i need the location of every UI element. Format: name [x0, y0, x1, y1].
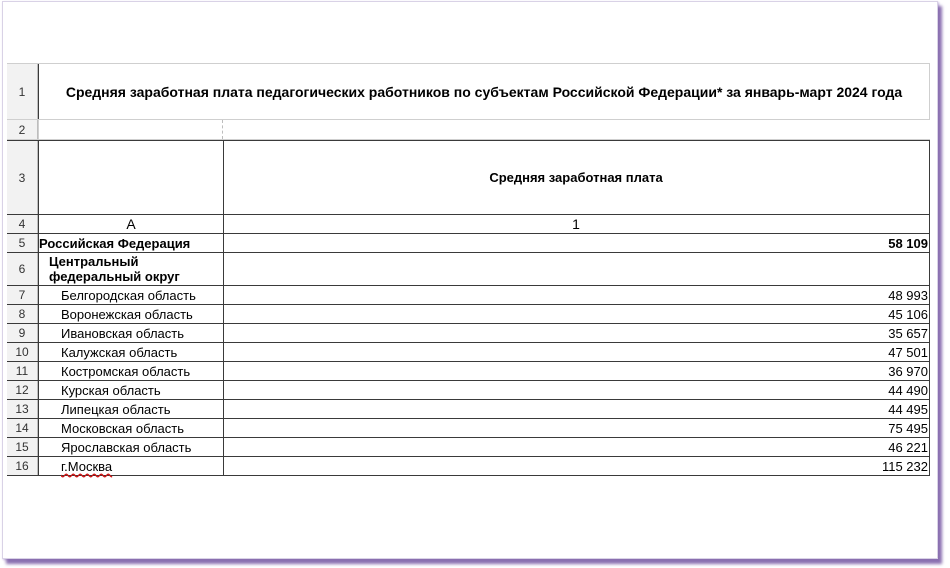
salary-value[interactable]: 44 490 [223, 381, 930, 399]
table-row [7, 419, 930, 438]
table-row [7, 362, 930, 381]
table-row [7, 215, 930, 234]
table-row [7, 120, 930, 140]
region-name[interactable]: Курская область [38, 381, 223, 399]
row-header[interactable]: 1 [7, 64, 38, 119]
row-header[interactable]: 4 [7, 215, 38, 233]
salary-value[interactable]: 36 970 [223, 362, 930, 380]
table-row [7, 457, 930, 476]
region-name[interactable] [38, 457, 223, 475]
salary-value[interactable]: 45 106 [223, 305, 930, 323]
region-name[interactable]: Белгородская область [38, 286, 223, 304]
region-name[interactable] [38, 253, 223, 285]
row-header[interactable]: 5 [7, 234, 38, 252]
table-row [7, 64, 930, 120]
region-name[interactable]: Российская Федерация [38, 234, 223, 252]
region-name[interactable]: Ивановская область [38, 324, 223, 342]
salary-value[interactable]: 58 109 [223, 234, 930, 252]
empty-cell[interactable] [38, 141, 223, 214]
table-row [7, 286, 930, 305]
salary-value[interactable]: 115 232 [223, 457, 930, 475]
row-header[interactable]: 14 [7, 419, 38, 437]
salary-value[interactable] [223, 253, 930, 285]
row-header[interactable]: 11 [7, 362, 38, 380]
table-title[interactable]: Средняя заработная плата педагогических работников по субъектам Российской Федерации* за январь-март 2024 года [38, 64, 930, 119]
salary-value[interactable]: 35 657 [223, 324, 930, 342]
table-row [7, 234, 930, 253]
table-row [7, 438, 930, 457]
row-header[interactable]: 8 [7, 305, 38, 323]
salary-value[interactable]: 46 221 [223, 438, 930, 456]
region-name[interactable]: Калужская область [38, 343, 223, 361]
empty-cell[interactable] [223, 120, 930, 139]
row-header[interactable]: 10 [7, 343, 38, 361]
region-name-line: федеральный округ [49, 269, 180, 284]
region-name[interactable]: Московская область [38, 419, 223, 437]
row-header[interactable]: 12 [7, 381, 38, 399]
column-letter-a[interactable]: А [38, 215, 223, 233]
spellcheck-flagged-text: г.Москва [61, 458, 113, 474]
region-name[interactable]: Костромская область [38, 362, 223, 380]
salary-value[interactable]: 75 495 [223, 419, 930, 437]
table-row [7, 381, 930, 400]
row-header[interactable]: 2 [7, 120, 38, 139]
region-name[interactable]: Воронежская область [38, 305, 223, 323]
table-row [7, 324, 930, 343]
table-row [7, 400, 930, 419]
salary-value[interactable]: 48 993 [223, 286, 930, 304]
row-header[interactable]: 15 [7, 438, 38, 456]
row-header[interactable]: 3 [7, 141, 38, 214]
table-row [7, 140, 930, 215]
region-name[interactable]: Липецкая область [38, 400, 223, 418]
column-letter-1[interactable]: 1 [223, 215, 930, 233]
salary-value[interactable]: 47 501 [223, 343, 930, 361]
salary-value[interactable]: 44 495 [223, 400, 930, 418]
column-header[interactable]: Средняя заработная плата [223, 141, 930, 214]
row-header[interactable]: 7 [7, 286, 38, 304]
region-name-line: Центральный [49, 254, 139, 269]
row-header[interactable]: 9 [7, 324, 38, 342]
spreadsheet [7, 64, 930, 476]
row-header[interactable]: 6 [7, 253, 38, 285]
table-row [7, 305, 930, 324]
empty-cell[interactable] [38, 120, 223, 139]
region-name[interactable]: Ярославская область [38, 438, 223, 456]
row-header[interactable]: 13 [7, 400, 38, 418]
table-row [7, 253, 930, 286]
row-header[interactable]: 16 [7, 457, 38, 475]
table-row [7, 343, 930, 362]
